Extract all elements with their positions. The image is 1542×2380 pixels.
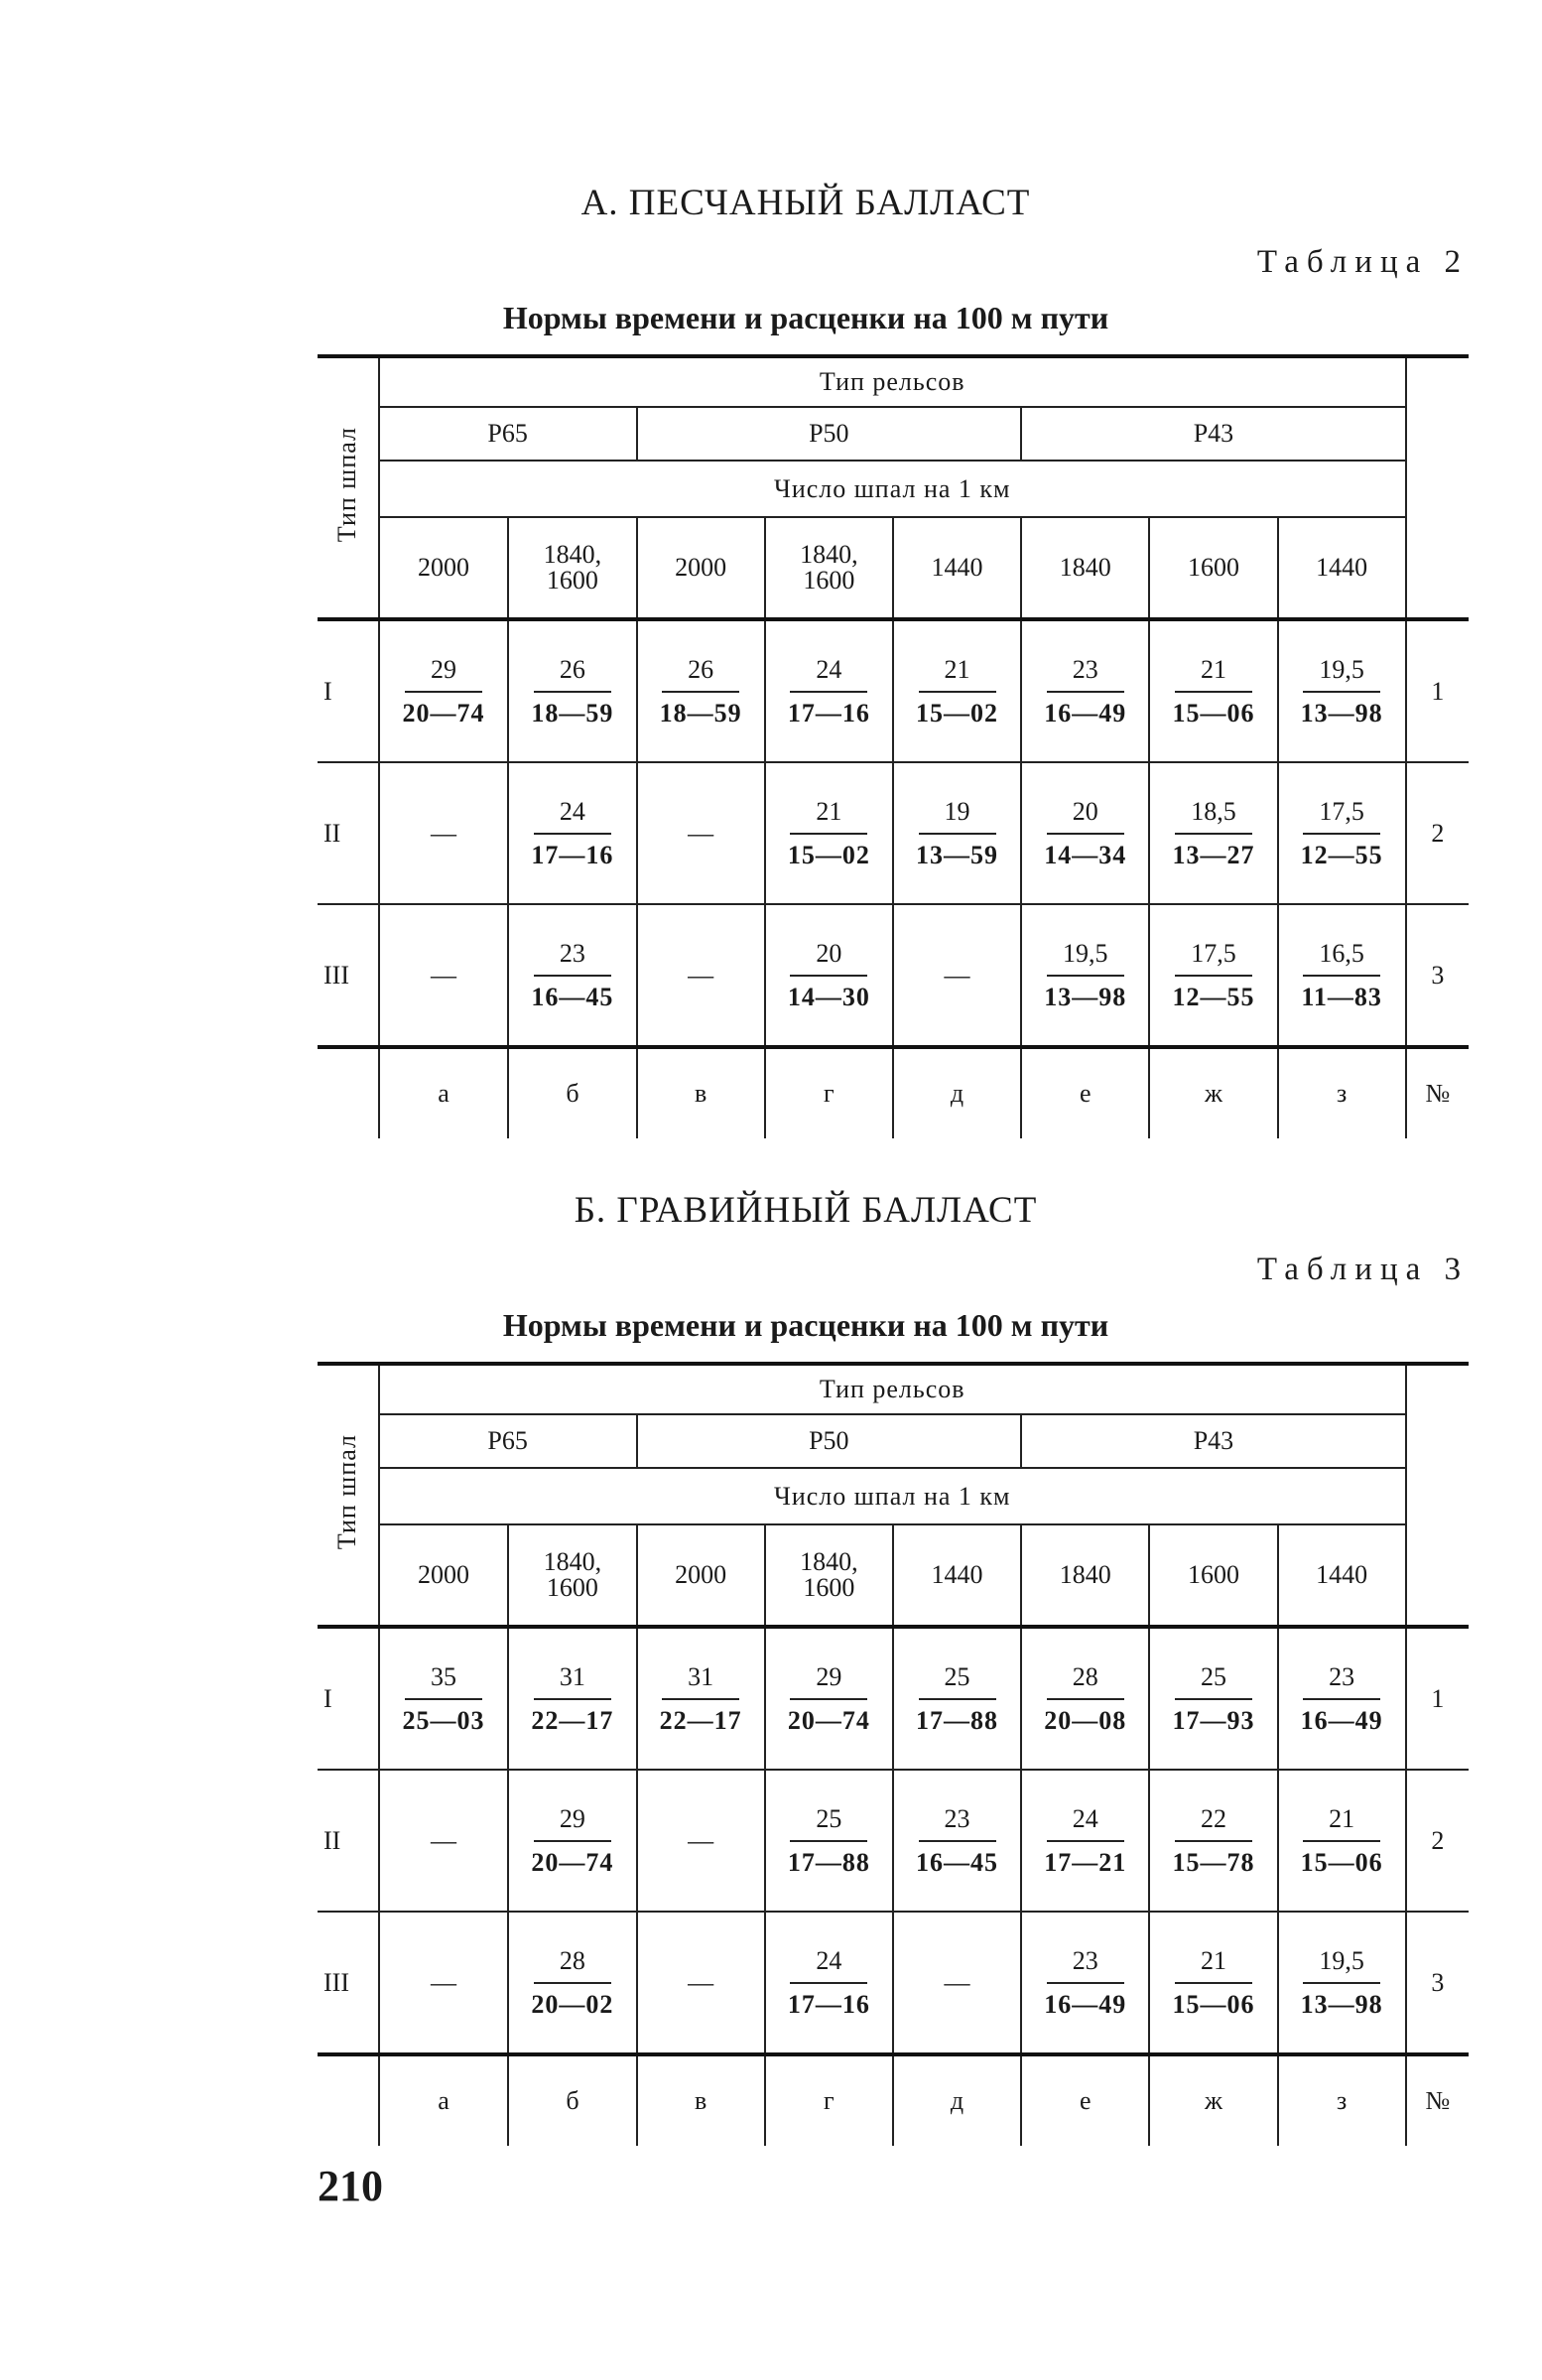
rate-value: 15—06 — [1172, 698, 1255, 727]
blank-cell — [318, 1047, 379, 1138]
header-row — [318, 407, 1469, 461]
column-letter: ж — [1149, 1047, 1277, 1138]
rate-value: 17—88 — [787, 1847, 870, 1877]
norm-cell — [379, 619, 509, 762]
sleepers-per-km-header: Число шпал на 1 км — [379, 1468, 1406, 1524]
table-row — [318, 619, 1469, 762]
norm-fraction — [528, 1662, 617, 1736]
norm-fraction — [1169, 1662, 1258, 1736]
rate-value: 16—49 — [1044, 1989, 1127, 2019]
norm-cell — [637, 762, 765, 904]
header-row — [318, 1364, 1469, 1414]
time-norm: 19 — [919, 797, 996, 835]
time-norm: 21 — [1303, 1804, 1380, 1842]
norm-cell — [1149, 619, 1277, 762]
norms-table — [318, 354, 1469, 1138]
norm-cell — [1149, 1912, 1277, 2054]
norm-cell — [379, 1627, 509, 1770]
row-sleeper-type: II — [318, 1770, 379, 1912]
time-norm: 25 — [790, 1804, 867, 1842]
norm-cell — [508, 619, 636, 762]
time-norm: 28 — [534, 1946, 611, 1984]
column-letter: д — [893, 2054, 1021, 2146]
table-caption: Нормы времени и расценки на 100 м пути — [502, 1307, 1109, 1343]
norm-fraction — [1297, 797, 1386, 870]
norm-cell — [379, 1912, 509, 2054]
column-letter: з — [1278, 1047, 1406, 1138]
rate-value: 13—27 — [1172, 840, 1255, 869]
column-letter: а — [438, 2086, 450, 2115]
sleeper-count-line: 1600 — [803, 1573, 855, 1602]
time-norm: 25 — [919, 1662, 996, 1700]
sleeper-count-cell — [508, 1524, 636, 1627]
row-sleeper-type: III — [318, 1912, 379, 2054]
norm-fraction — [528, 655, 617, 728]
row-number: 1 — [1406, 619, 1469, 762]
column-letter: а — [438, 1079, 450, 1108]
norm-fraction — [1297, 939, 1386, 1012]
table-caption: Нормы времени и расценки на 100 м пути — [502, 300, 1109, 335]
page-number: 210 — [318, 2162, 383, 2210]
norm-fraction — [784, 797, 873, 870]
rate-value: 20—74 — [787, 1705, 870, 1735]
norm-cell — [1149, 904, 1277, 1047]
norm-cell — [1278, 1770, 1406, 1912]
norm-cell — [893, 1770, 1021, 1912]
norm-cell — [508, 762, 636, 904]
norm-fraction — [784, 655, 873, 728]
rate-value: 18—59 — [531, 698, 614, 727]
rate-value: 16—49 — [1044, 698, 1127, 727]
table-label: Таблица 2 — [1256, 244, 1469, 280]
norm-fraction — [1297, 1804, 1386, 1878]
time-norm: 24 — [1047, 1804, 1124, 1842]
rail-type-cell: Р50 — [637, 1414, 1022, 1468]
sleeper-count-cell: 1440 — [1278, 1524, 1406, 1627]
time-norm: 23 — [1047, 1946, 1124, 1984]
rail-type-cell: Р43 — [1021, 1414, 1406, 1468]
empty-dash: — — [944, 960, 970, 990]
norm-fraction — [784, 1662, 873, 1736]
norm-cell — [379, 762, 509, 904]
row-number: 3 — [1406, 1912, 1469, 2054]
time-norm: 31 — [662, 1662, 739, 1700]
norm-cell — [765, 762, 893, 904]
norm-fraction — [913, 655, 1002, 728]
sleeper-count-line: 1840, — [800, 540, 858, 569]
time-norm: 25 — [1175, 1662, 1252, 1700]
norm-fraction — [1169, 655, 1258, 728]
norm-cell — [508, 1770, 636, 1912]
rate-value: 13—59 — [916, 840, 999, 869]
norm-cell — [893, 904, 1021, 1047]
row-sleeper-type: II — [318, 762, 379, 904]
norm-fraction — [528, 1804, 617, 1878]
number-sign: № — [1406, 1047, 1469, 1138]
norm-fraction — [528, 797, 617, 870]
sleeper-count-cell: 2000 — [637, 1524, 765, 1627]
time-norm: 21 — [1175, 1946, 1252, 1984]
column-letter: д — [893, 1047, 1021, 1138]
norm-cell — [1278, 1912, 1406, 2054]
header-row — [318, 1414, 1469, 1468]
time-norm: 23 — [1047, 655, 1124, 693]
section-heading: А. ПЕСЧАНЫЙ БАЛЛАСТ — [580, 183, 1031, 223]
table-row — [318, 1627, 1469, 1770]
header-row — [318, 461, 1469, 517]
norm-cell — [379, 1770, 509, 1912]
rate-value: 15—02 — [787, 840, 870, 869]
sleeper-count-line: 1840, — [543, 1547, 602, 1576]
norm-cell — [1149, 1627, 1277, 1770]
row-number: 2 — [1406, 762, 1469, 904]
empty-dash: — — [688, 818, 714, 848]
time-norm: 21 — [919, 655, 996, 693]
norm-cell — [508, 1912, 636, 2054]
column-letter: ж — [1149, 2054, 1277, 2146]
rate-value: 15—06 — [1300, 1847, 1383, 1877]
time-norm: 24 — [790, 1946, 867, 1984]
time-norm: 18,5 — [1175, 797, 1252, 835]
norm-fraction — [784, 1946, 873, 2020]
column-letter: г — [765, 2054, 893, 2146]
table-row — [318, 1912, 1469, 2054]
norm-cell — [1149, 762, 1277, 904]
rate-value: 15—78 — [1172, 1847, 1255, 1877]
row-number: 1 — [1406, 1627, 1469, 1770]
sleeper-count-cell: 2000 — [379, 1524, 509, 1627]
column-letter: в — [637, 1047, 765, 1138]
table-label: Таблица 3 — [1256, 1252, 1469, 1287]
rate-value: 13—98 — [1300, 1989, 1383, 2019]
norm-cell — [893, 762, 1021, 904]
norm-fraction — [656, 1662, 745, 1736]
column-letter: з — [1278, 2054, 1406, 2146]
empty-dash: — — [430, 818, 456, 848]
rail-type-cell: Р43 — [1021, 407, 1406, 461]
row-sleeper-type: III — [318, 904, 379, 1047]
sleeper-type-header-cell — [318, 356, 379, 619]
header-row — [318, 1468, 1469, 1524]
norm-cell — [765, 619, 893, 762]
norm-fraction — [913, 1804, 1002, 1878]
norm-cell — [1021, 1770, 1149, 1912]
norm-fraction — [528, 1946, 617, 2020]
norm-cell — [893, 619, 1021, 762]
norms-table — [318, 1362, 1469, 2146]
norm-fraction — [399, 655, 488, 728]
column-letter: в — [637, 2054, 765, 2146]
norm-cell — [765, 1912, 893, 2054]
sleeper-count-line: 1600 — [803, 566, 855, 595]
rate-value: 12—55 — [1300, 840, 1383, 869]
norm-fraction — [1041, 1804, 1130, 1878]
sleeper-count-cell — [508, 517, 636, 619]
time-norm: 21 — [790, 797, 867, 835]
sleeper-count-cell — [765, 517, 893, 619]
rate-value: 16—45 — [916, 1847, 999, 1877]
rail-type-cell: Р50 — [637, 407, 1022, 461]
time-norm: 19,5 — [1047, 939, 1124, 977]
rate-value: 17—21 — [1044, 1847, 1127, 1877]
header-row — [318, 1524, 1469, 1627]
norm-cell — [765, 1770, 893, 1912]
row-number: 3 — [1406, 904, 1469, 1047]
column-letters-row — [318, 2054, 1469, 2146]
number-column-header — [1406, 1364, 1469, 1627]
table-row — [318, 1770, 1469, 1912]
norm-fraction — [913, 797, 1002, 870]
sleeper-count-cell: 1440 — [893, 517, 1021, 619]
rate-value: 22—17 — [531, 1705, 614, 1735]
rate-value: 17—16 — [531, 840, 614, 869]
norm-cell — [893, 1627, 1021, 1770]
norm-cell — [1021, 904, 1149, 1047]
sleeper-count-line: 1600 — [546, 1573, 598, 1602]
row-number: 2 — [1406, 1770, 1469, 1912]
rate-value: 12—55 — [1172, 982, 1255, 1011]
rail-type-cell: Р65 — [379, 407, 637, 461]
norm-fraction — [1169, 1804, 1258, 1878]
time-norm: 23 — [534, 939, 611, 977]
sleeper-count-cell: 1440 — [1278, 517, 1406, 619]
time-norm: 35 — [405, 1662, 482, 1700]
rate-value: 20—74 — [402, 698, 485, 727]
column-letters-row — [318, 1047, 1469, 1138]
rate-value: 17—88 — [916, 1705, 999, 1735]
number-column-header — [1406, 356, 1469, 619]
time-norm: 17,5 — [1303, 797, 1380, 835]
sleeper-count-cell — [765, 1524, 893, 1627]
norm-cell — [1149, 1770, 1277, 1912]
rail-type-cell: Р65 — [379, 1414, 637, 1468]
norm-fraction — [1169, 797, 1258, 870]
empty-dash: — — [430, 960, 456, 990]
sleeper-count-cell: 1840 — [1021, 1524, 1149, 1627]
column-letter: б — [508, 2054, 636, 2146]
norm-cell — [765, 1627, 893, 1770]
norm-cell — [637, 1912, 765, 2054]
rate-value: 16—49 — [1300, 1705, 1383, 1735]
empty-dash: — — [688, 1825, 714, 1855]
norm-fraction — [1169, 939, 1258, 1012]
column-letter: г — [765, 1047, 893, 1138]
rate-value: 13—98 — [1044, 982, 1127, 1011]
norm-fraction — [1041, 1946, 1130, 2020]
norm-fraction — [1041, 939, 1130, 1012]
time-norm: 22 — [1175, 1804, 1252, 1842]
empty-dash: — — [688, 960, 714, 990]
norm-cell — [1021, 619, 1149, 762]
rate-value: 20—02 — [531, 1989, 614, 2019]
norm-cell — [637, 1627, 765, 1770]
number-sign: № — [1406, 2054, 1469, 2146]
table-row — [318, 904, 1469, 1047]
time-norm: 23 — [1303, 1662, 1380, 1700]
time-norm: 24 — [534, 797, 611, 835]
norm-fraction — [1297, 655, 1386, 728]
time-norm: 19,5 — [1303, 1946, 1380, 1984]
norm-cell — [1278, 1627, 1406, 1770]
time-norm: 29 — [534, 1804, 611, 1842]
norm-fraction — [1041, 797, 1130, 870]
norm-fraction — [1297, 1946, 1386, 2020]
column-letter: е — [1021, 2054, 1149, 2146]
norm-cell — [379, 904, 509, 1047]
header-row — [318, 517, 1469, 619]
rate-value: 14—30 — [787, 982, 870, 1011]
time-norm: 17,5 — [1175, 939, 1252, 977]
norm-fraction — [399, 1662, 488, 1736]
column-letter: б — [508, 1047, 636, 1138]
time-norm: 23 — [919, 1804, 996, 1842]
empty-dash: — — [430, 1825, 456, 1855]
norm-cell — [508, 1627, 636, 1770]
norm-fraction — [528, 939, 617, 1012]
empty-dash: — — [688, 1967, 714, 1997]
time-norm: 28 — [1047, 1662, 1124, 1700]
norm-cell — [637, 619, 765, 762]
rate-value: 17—16 — [787, 698, 870, 727]
norm-cell — [508, 904, 636, 1047]
rate-value: 15—06 — [1172, 1989, 1255, 2019]
norm-cell — [1021, 762, 1149, 904]
time-norm: 20 — [1047, 797, 1124, 835]
time-norm: 26 — [662, 655, 739, 693]
time-norm: 29 — [405, 655, 482, 693]
time-norm: 20 — [790, 939, 867, 977]
time-norm: 24 — [790, 655, 867, 693]
norm-fraction — [1041, 655, 1130, 728]
rate-value: 25—03 — [402, 1705, 485, 1735]
norm-fraction — [656, 655, 745, 728]
rate-value: 20—08 — [1044, 1705, 1127, 1735]
blank-cell — [318, 2054, 379, 2146]
rate-value: 18—59 — [659, 698, 742, 727]
rate-value: 17—16 — [787, 1989, 870, 2019]
rate-value: 14—34 — [1044, 840, 1127, 869]
empty-dash: — — [944, 1967, 970, 1997]
norm-fraction — [784, 939, 873, 1012]
norm-fraction — [784, 1804, 873, 1878]
norm-cell — [1278, 619, 1406, 762]
rail-type-header: Тип рельсов — [819, 367, 965, 396]
sleeper-count-cell: 1600 — [1149, 517, 1277, 619]
sleeper-count-line: 1840, — [543, 540, 602, 569]
rate-value: 22—17 — [659, 1705, 742, 1735]
sleeper-type-header: Тип шпал — [332, 426, 362, 543]
row-sleeper-type: I — [318, 1627, 379, 1770]
rate-value: 20—74 — [531, 1847, 614, 1877]
rate-value: 11—83 — [1301, 982, 1382, 1011]
norm-cell — [1278, 762, 1406, 904]
sleepers-per-km-header: Число шпал на 1 км — [379, 461, 1406, 517]
rate-value: 15—02 — [916, 698, 999, 727]
norm-cell — [765, 904, 893, 1047]
row-sleeper-type: I — [318, 619, 379, 762]
empty-dash: — — [430, 1967, 456, 1997]
time-norm: 16,5 — [1303, 939, 1380, 977]
rate-value: 16—45 — [531, 982, 614, 1011]
column-letter: е — [1021, 1047, 1149, 1138]
sleeper-count-cell: 2000 — [637, 517, 765, 619]
norm-fraction — [1169, 1946, 1258, 2020]
time-norm: 31 — [534, 1662, 611, 1700]
norm-cell — [637, 1770, 765, 1912]
rail-type-header: Тип рельсов — [819, 1375, 965, 1403]
rate-value: 17—93 — [1172, 1705, 1255, 1735]
sleeper-count-line: 1600 — [546, 566, 598, 595]
norm-fraction — [1041, 1662, 1130, 1736]
sleeper-type-header-cell — [318, 1364, 379, 1627]
section-heading: Б. ГРАВИЙНЫЙ БАЛЛАСТ — [574, 1190, 1038, 1231]
norm-cell — [1021, 1912, 1149, 2054]
sleeper-count-cell: 1840 — [1021, 517, 1149, 619]
sleeper-count-cell: 1440 — [893, 1524, 1021, 1627]
norm-fraction — [1297, 1662, 1386, 1736]
header-row — [318, 356, 1469, 407]
table-row — [318, 762, 1469, 904]
norm-cell — [1021, 1627, 1149, 1770]
sleeper-count-cell: 1600 — [1149, 1524, 1277, 1627]
rate-value: 13—98 — [1300, 698, 1383, 727]
norm-cell — [893, 1912, 1021, 2054]
norm-fraction — [913, 1662, 1002, 1736]
sleeper-count-cell: 2000 — [379, 517, 509, 619]
norm-cell — [1278, 904, 1406, 1047]
norm-cell — [637, 904, 765, 1047]
sleeper-count-line: 1840, — [800, 1547, 858, 1576]
time-norm: 29 — [790, 1662, 867, 1700]
time-norm: 26 — [534, 655, 611, 693]
time-norm: 21 — [1175, 655, 1252, 693]
time-norm: 19,5 — [1303, 655, 1380, 693]
sleeper-type-header: Тип шпал — [332, 1433, 362, 1550]
